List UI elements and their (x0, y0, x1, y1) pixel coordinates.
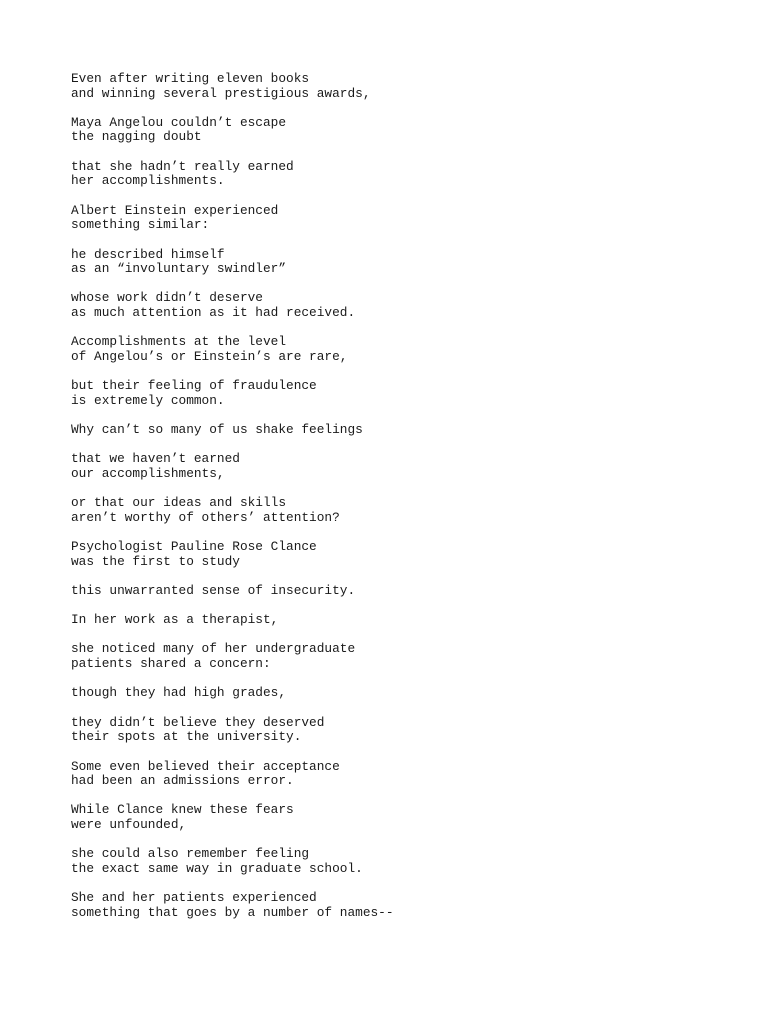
stanza (71, 716, 731, 745)
text-line: she noticed many of her undergraduate (71, 641, 356, 657)
text-line: of Angelou’s or Einstein’s are rare, (71, 348, 348, 364)
text-line: Accomplishments at the level (71, 334, 287, 350)
stanza (71, 686, 731, 701)
text-line: patients shared a concern: (71, 656, 271, 672)
stanza (71, 291, 731, 320)
stanza (71, 760, 731, 789)
text-line: that she hadn’t really earned (71, 158, 294, 174)
text-line: her accomplishments. (71, 173, 225, 189)
text-line: While Clance knew these fears (71, 802, 294, 818)
stanza (71, 847, 731, 876)
text-line: She and her patients experienced (71, 890, 317, 906)
text-line: Some even believed their acceptance (71, 758, 340, 774)
stanza (71, 423, 731, 438)
stanza (71, 116, 731, 145)
text-line: Even after writing eleven books (71, 71, 310, 86)
stanza (71, 204, 731, 233)
stanza (71, 642, 731, 671)
text-line: our accomplishments, (71, 465, 225, 481)
stanza (71, 452, 731, 481)
text-line: their spots at the university. (71, 729, 302, 745)
text-line: she could also remember feeling (71, 846, 310, 862)
text-line: Why can’t so many of us shake feelings (71, 422, 363, 437)
stanza (71, 540, 731, 569)
text-line: that we haven’t earned (71, 451, 240, 467)
text-line: he described himself (71, 246, 225, 262)
text-line: something similar: (71, 217, 210, 233)
text-line: Psychologist Pauline Rose Clance (71, 539, 317, 555)
text-line: whose work didn’t deserve (71, 290, 263, 306)
text-line: as much attention as it had received. (71, 304, 356, 320)
text-line: Maya Angelou couldn’t escape (71, 114, 287, 130)
text-line: though they had high grades, (71, 685, 287, 701)
stanza (71, 379, 731, 408)
text-line: something that goes by a number of names-- (71, 904, 394, 920)
document-text (71, 72, 731, 935)
text-line: this unwarranted sense of insecurity. (71, 582, 356, 598)
text-line: as an “involuntary swindler” (71, 261, 287, 277)
text-line: or that our ideas and skills (71, 495, 287, 511)
text-line: the exact same way in graduate school. (71, 860, 363, 876)
text-line: aren’t worthy of others’ attention? (71, 509, 340, 525)
stanza (71, 891, 731, 920)
text-line: they didn’t believe they deserved (71, 714, 325, 730)
stanza (71, 335, 731, 364)
text-line: In her work as a therapist, (71, 612, 279, 628)
stanza (71, 248, 731, 277)
stanza (71, 496, 731, 525)
stanza (71, 584, 731, 599)
text-line: were unfounded, (71, 816, 187, 832)
text-line: the nagging doubt (71, 129, 202, 145)
stanza (71, 72, 731, 101)
stanza (71, 160, 731, 189)
stanza (71, 613, 731, 628)
text-line: Albert Einstein experienced (71, 202, 279, 218)
stanza (71, 803, 731, 832)
text-line: had been an admissions error. (71, 773, 294, 789)
text-line: but their feeling of fraudulence (71, 378, 317, 394)
text-line: and winning several prestigious awards, (71, 85, 371, 101)
text-line: is extremely common. (71, 392, 225, 408)
text-line: was the first to study (71, 553, 240, 569)
